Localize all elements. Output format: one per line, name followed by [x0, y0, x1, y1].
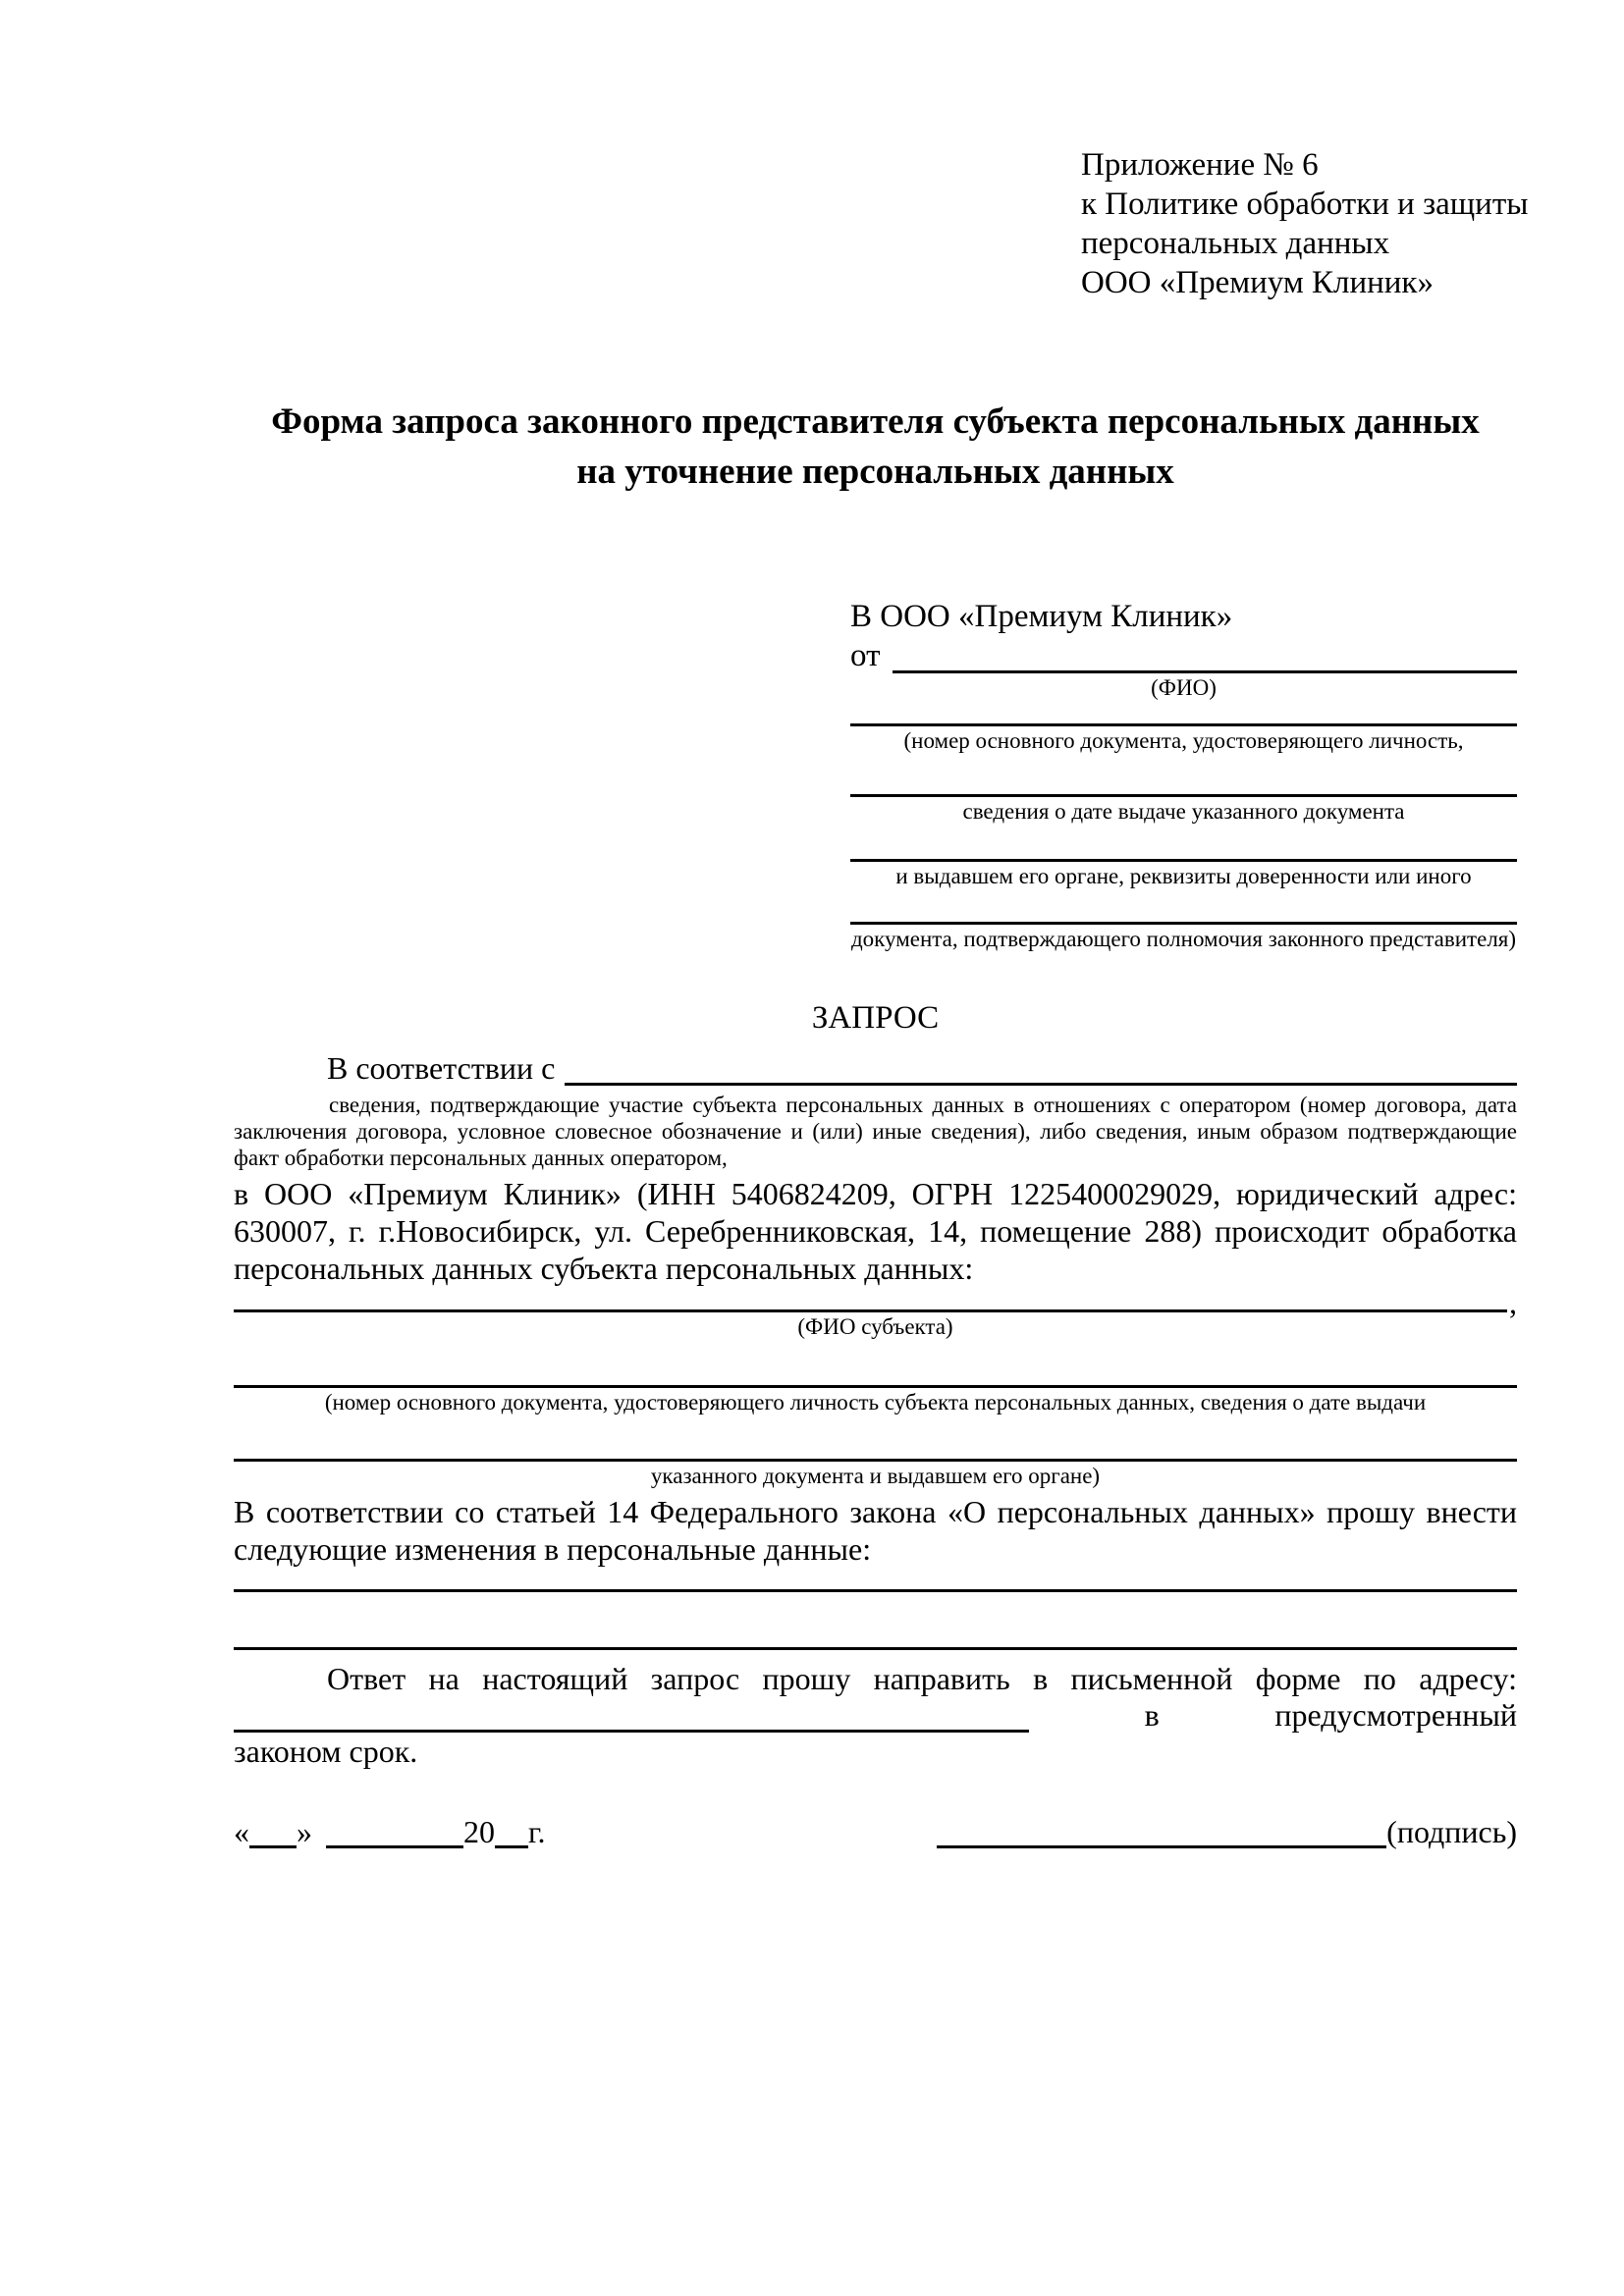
accordance-fill-in-line	[565, 1050, 1517, 1086]
date-signature-row	[234, 1813, 1517, 1848]
issue-date-caption: сведения о дате выдаче указанного документа	[962, 799, 1405, 824]
from-label: от	[850, 638, 881, 673]
answer-word-predusmotrenny: предусмотренный	[1274, 1697, 1517, 1733]
subject-fio-caption: (ФИО субъекта)	[797, 1314, 953, 1339]
subject-doc-fill-in-line-2	[234, 1431, 1517, 1462]
issuer-fill-in-line	[850, 825, 1517, 862]
doc-number-fill-in-line	[850, 701, 1517, 726]
law-paragraph: В соответствии со статьей 14 Федерального закона «О персональных данных» прошу внести следующие изменения в персональные данные:	[234, 1494, 1517, 1567]
authority-caption: документа, подтверждающего полномочия законного представителя)	[850, 927, 1517, 951]
document-title-line1: Форма запроса законного представителя субъекта персональных данных	[271, 401, 1480, 442]
subject-doc-caption-line1: (номер основного документа, удостоверяющего личность субъекта персональных данных, сведения о дате выдачи	[324, 1390, 1427, 1415]
subject-doc-caption-line2: указанного документа и выдавшем его органе)	[650, 1464, 1101, 1488]
annex-header-line: ООО «Премиум Клиник»	[1081, 265, 1434, 300]
document-title-line2: на уточнение персональных данных	[576, 452, 1174, 492]
issue-date-fill-in-line	[850, 754, 1517, 797]
date-group	[234, 1813, 546, 1848]
doc-number-caption: (номер основного документа, удостоверяющего личность,	[903, 728, 1464, 753]
annex-header-line: к Политике обработки и защиты	[1081, 187, 1529, 222]
authority-fill-in-line	[850, 889, 1517, 925]
document-title	[234, 397, 1517, 497]
annex-header	[1081, 145, 1529, 302]
accordance-row	[234, 1050, 1517, 1086]
trailing-comma: ,	[1509, 1285, 1517, 1320]
request-heading: ЗАПРОС	[811, 1000, 940, 1036]
date-year-suffix: г.	[528, 1814, 546, 1849]
subject-fio-row	[234, 1285, 1517, 1320]
fio-fill-in-line	[893, 638, 1518, 673]
answer-word-v: в	[1144, 1697, 1160, 1733]
annex-header-line: Приложение № 6	[1081, 147, 1319, 183]
date-close-quote: »	[297, 1814, 312, 1849]
document-content	[234, 0, 1529, 1849]
date-day-fill-in-line	[249, 1813, 297, 1848]
answer-line2	[234, 1697, 1517, 1733]
changes-fill-in-line-1	[234, 1568, 1517, 1592]
answer-line3: законом срок.	[234, 1734, 418, 1769]
signature-fill-in-line	[937, 1813, 1386, 1848]
accordance-footnote: сведения, подтверждающие участие субъекта персональных данных в отношениях с оператором (номер договора, дата заключения договора, условное словесное обозначение и (или) иные сведения), либо сведения, иным образом подтверждающие факт обработки персональных данных оператором,	[234, 1093, 1517, 1170]
addressee-from-row	[850, 638, 1517, 673]
fio-caption: (ФИО)	[1151, 675, 1217, 700]
date-year-prefix: 20	[463, 1814, 495, 1849]
operator-paragraph: в ООО «Премиум Клиник» (ИНН 5406824209, ОГРН 1225400029029, юридический адрес: 630007, г. г.Новосибирск, ул. Серебренниковская, 14, помещение 288) происходит обработка персональных данных субъекта персональных данных:	[234, 1176, 1517, 1286]
issuer-caption: и выдавшем его органе, реквизиты доверенности или иного	[895, 864, 1472, 888]
subject-doc-fill-in-line	[234, 1358, 1517, 1388]
answer-line1: Ответ на настоящий запрос прошу направить в письменной форме по адресу:	[327, 1661, 1517, 1696]
date-month-fill-in-line	[326, 1813, 463, 1848]
annex-header-line: персональных данных	[1081, 226, 1390, 261]
addressee-organization: В ООО «Премиум Клиник»	[850, 599, 1233, 634]
signature-group	[937, 1813, 1517, 1848]
answer-paragraph	[234, 1660, 1517, 1770]
date-open-quote: «	[234, 1814, 249, 1849]
date-year-fill-in-line	[495, 1813, 528, 1848]
address-fill-in-line	[234, 1697, 1029, 1733]
accordance-label: В соответствии с	[327, 1050, 556, 1086]
subject-fio-fill-in-line	[234, 1287, 1507, 1312]
addressee-block	[850, 595, 1517, 952]
paragraph-indent	[234, 1050, 327, 1086]
changes-fill-in-line-2	[234, 1592, 1517, 1650]
signature-caption: (подпись)	[1386, 1814, 1517, 1849]
